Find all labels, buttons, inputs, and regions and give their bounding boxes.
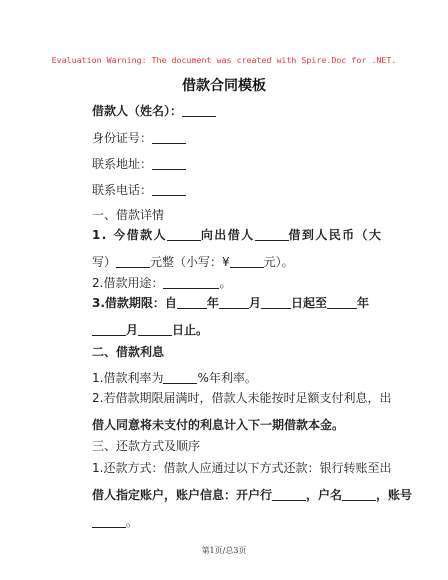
loan-term-clause — [92, 290, 382, 344]
clause-text: ，账号 — [376, 488, 413, 502]
clause-text: 3.借款期限：自 — [92, 296, 177, 310]
clause-text: 日起至 — [290, 296, 327, 310]
amount-words-blank[interactable] — [116, 255, 150, 268]
address-blank[interactable] — [152, 157, 186, 170]
clause-text: 1. 今借款人 — [92, 228, 167, 242]
end-day-blank[interactable] — [138, 323, 172, 336]
clause-text: 年 — [206, 296, 219, 310]
interest-rate-blank[interactable] — [163, 371, 197, 384]
repayment-clause — [92, 455, 413, 536]
clause-text: 1.还款方式：借款人应通过以下方式还款：银行转账至出 — [92, 461, 392, 475]
start-year-blank[interactable] — [177, 296, 207, 309]
clause-text: 日止。 — [172, 323, 209, 337]
loan-purpose-clause — [92, 274, 231, 291]
interest-rate-clause — [92, 369, 257, 386]
clause-text: 。 — [126, 515, 139, 529]
address-label: 联系地址： — [92, 157, 153, 171]
clause-text: 2.若借款期限届满时，借款人未能按时足额支付利息，出 — [92, 391, 392, 405]
phone-label: 联系电话： — [92, 183, 153, 197]
clause-text: 。 — [219, 276, 232, 290]
page-number: 第1页/总3页 — [201, 546, 247, 555]
amount-figures-blank[interactable] — [230, 255, 264, 268]
address-field — [92, 155, 186, 172]
borrower-blank[interactable] — [182, 104, 216, 117]
clause-text: 元）。 — [263, 255, 294, 269]
borrower-name-blank[interactable] — [167, 228, 201, 241]
document-title: 借款合同模板 — [182, 78, 266, 94]
borrower-label: 借款人（姓名）： — [92, 104, 183, 118]
clause-text: 元整（小写：¥ — [150, 255, 230, 269]
clause-text: 借到人民币（大 — [288, 228, 383, 242]
start-month-blank[interactable] — [219, 296, 249, 309]
clause-text: 月 — [126, 323, 139, 337]
section3-heading: 三、还款方式及顺序 — [92, 439, 201, 453]
end-month-blank[interactable] — [92, 323, 126, 336]
start-day-blank[interactable] — [261, 296, 291, 309]
loan-amount-clause — [92, 222, 382, 276]
lender-name-blank[interactable] — [255, 228, 289, 241]
clause-text: 借人同意将未支付的利息计入下一期借款本金。 — [92, 418, 345, 432]
clause-text: 写） — [92, 255, 117, 269]
bank-name-blank[interactable] — [272, 488, 306, 501]
id-number-blank[interactable] — [152, 131, 186, 144]
evaluation-warning: Evaluation Warning: The document was created with Spire.Doc for .NET. — [51, 55, 397, 65]
unpaid-interest-clause — [92, 385, 392, 439]
clause-text: 向出借人 — [200, 228, 255, 242]
clause-text: 借人指定账户，账户信息：开户行 — [92, 488, 273, 502]
clause-text: ，户名 — [306, 488, 343, 502]
section1-heading: 一、借款详情 — [92, 208, 165, 222]
id-number-label: 身份证号： — [92, 131, 153, 145]
end-year-blank[interactable] — [327, 296, 357, 309]
purpose-blank[interactable] — [163, 276, 219, 289]
clause-text: 月 — [248, 296, 261, 310]
phone-field — [92, 181, 186, 198]
id-number-field — [92, 129, 186, 146]
section2-heading: 二、借款利息 — [92, 345, 165, 359]
clause-text: 年 — [356, 296, 369, 310]
clause-text: 2.借款用途： — [92, 276, 164, 290]
clause-text: %年利率。 — [197, 371, 257, 385]
borrower-field — [92, 102, 216, 119]
account-name-blank[interactable] — [342, 488, 376, 501]
phone-blank[interactable] — [152, 183, 186, 196]
clause-text: 1.借款利率为 — [92, 371, 164, 385]
account-number-blank[interactable] — [92, 515, 126, 528]
